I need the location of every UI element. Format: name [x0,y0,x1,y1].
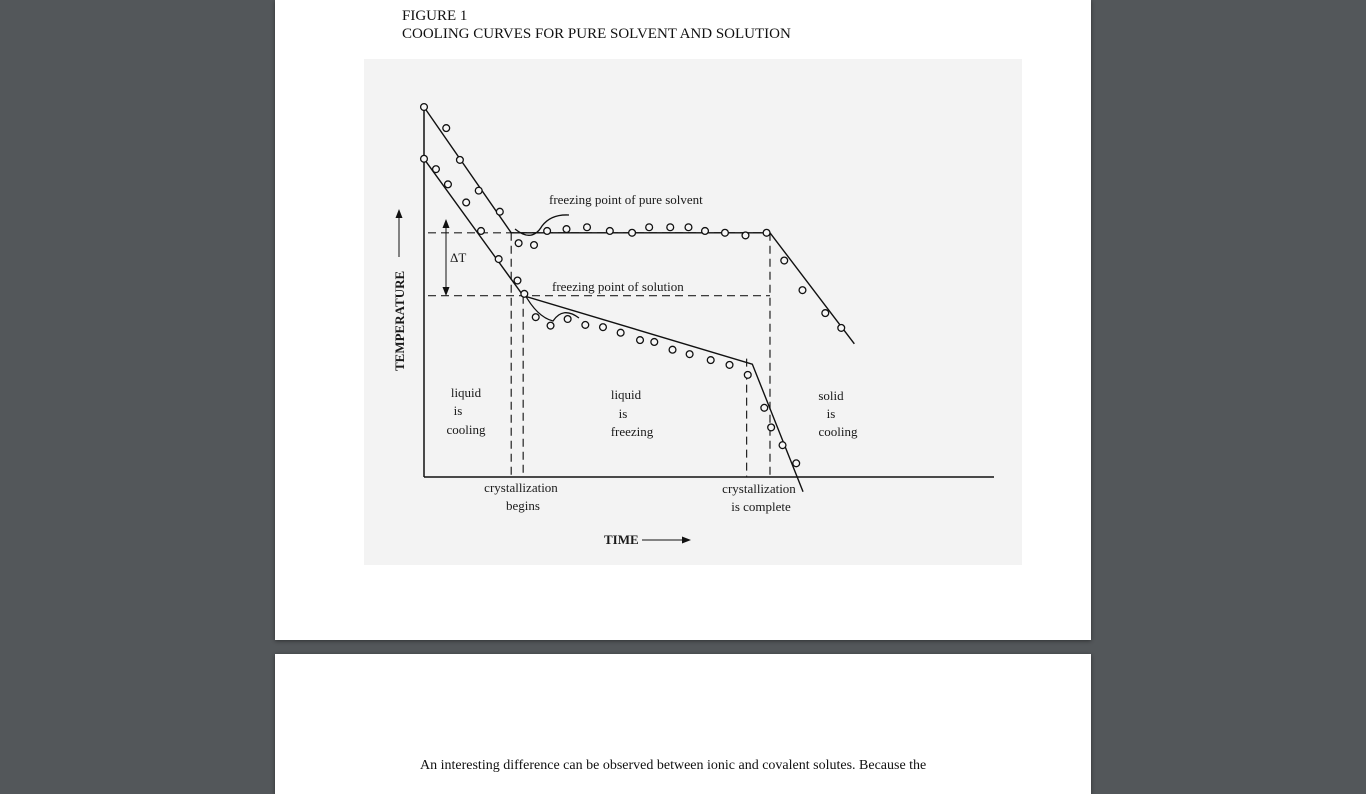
annot-cryst-complete-2: is complete [731,499,791,514]
annot-solid-cooling-1: solid [818,388,844,403]
pure-solvent-point-9 [563,226,570,233]
pure-solvent-point-15 [685,224,692,231]
cooling-curves-figure [364,59,1022,565]
solution-point-23 [768,424,775,431]
annot-liquid-freezing-1: liquid [610,387,642,402]
annot-cryst-begins-2: begins [506,498,540,513]
solution-point-17 [669,346,676,353]
solution-point-4 [463,199,470,206]
x-axis-label: TIME [604,532,639,547]
pure-solvent-point-5 [496,208,503,215]
document-page-2 [275,654,1091,794]
solution-point-13 [600,324,607,331]
annot-cryst-begins-1: crystallization [484,480,558,495]
solution-point-8 [521,290,528,297]
ref-label-pure-solvent: freezing point of pure solvent [549,192,703,207]
solution-point-25 [793,460,800,467]
y-axis-label: TEMPERATURE [392,270,407,371]
solution-point-2 [433,166,440,173]
pure-solvent-point-22 [822,310,829,317]
cooling-curves-chart [364,59,1022,565]
pure-solvent-point-7 [531,242,538,249]
solution-point-21 [744,371,751,378]
solution-point-9 [532,314,539,321]
solution-point-14 [617,329,624,336]
delta-t-label: ΔT [450,250,467,265]
solution-point-24 [779,442,786,449]
pure-solvent-point-11 [606,228,613,235]
annot-solid-cooling-3: cooling [818,424,858,439]
annot-liquid-freezing-2: is [618,406,628,421]
annot-solid-cooling-2: is [826,406,836,421]
pure-solvent-point-18 [742,232,749,239]
pure-solvent-point-8 [544,228,551,235]
pure-solvent-point-16 [702,228,709,235]
pure-solvent-point-2 [443,125,450,132]
pure-solvent-point-4 [475,187,482,194]
pure-solvent-point-17 [722,229,729,236]
pure-solvent-point-3 [457,157,464,164]
pure-solvent-point-19 [763,229,770,236]
annot-liquid-cooling-3: cooling [446,422,486,437]
annot-liquid-freezing-3: freezing [610,424,654,439]
solution-point-10 [547,322,554,329]
annot-liquid-cooling-2: is [453,403,463,418]
figure-background [364,59,1022,565]
document-page-1 [275,0,1091,640]
paragraph-text: An interesting difference can be observed between ionic and covalent solutes. Because the [420,758,927,773]
figure-title: COOLING CURVES FOR PURE SOLVENT AND SOLUTION [402,26,791,42]
solution-point-7 [514,277,521,284]
pure-solvent-point-12 [629,229,636,236]
solution-point-16 [651,339,658,346]
pure-solvent-point-6 [515,240,522,247]
solution-point-1 [421,155,428,162]
solution-point-19 [707,357,714,364]
solution-point-3 [445,181,452,188]
solution-point-18 [686,351,693,358]
solution-point-20 [726,361,733,368]
solution-point-11 [564,316,571,323]
pure-solvent-point-20 [781,257,788,264]
solution-point-6 [495,256,502,263]
pure-solvent-point-14 [667,224,674,231]
solution-point-5 [478,228,485,235]
solution-point-12 [582,322,589,329]
pure-solvent-point-23 [838,324,845,331]
annot-liquid-cooling-1: liquid [450,385,482,400]
solution-point-15 [637,337,644,344]
annot-cryst-complete-1: crystallization [722,481,796,496]
pure-solvent-point-13 [646,224,653,231]
pure-solvent-point-21 [799,287,806,294]
pure-solvent-point-10 [584,224,591,231]
ref-label-solution: freezing point of solution [552,279,684,294]
pure-solvent-point-1 [421,104,428,111]
solution-point-22 [761,404,768,411]
figure-label: FIGURE 1 [402,8,468,24]
